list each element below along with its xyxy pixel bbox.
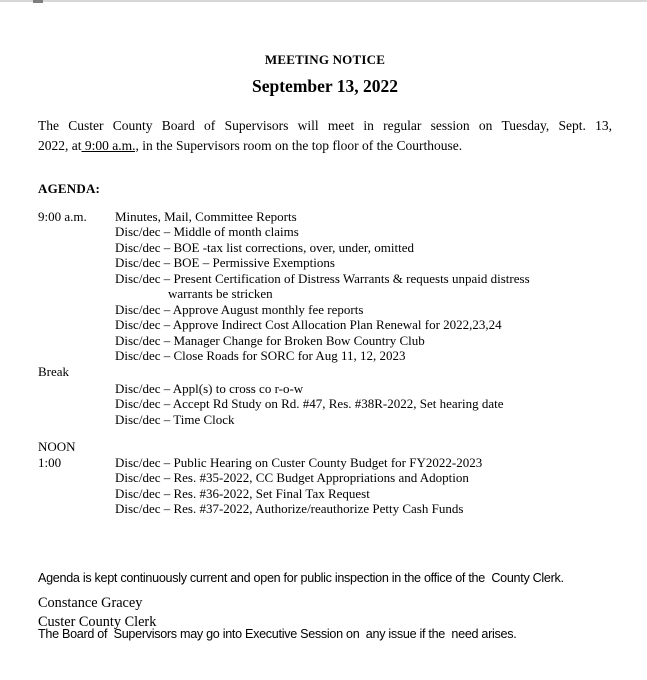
agenda-row xyxy=(38,302,638,317)
agenda-time-label: NOON xyxy=(38,439,76,455)
agenda-row xyxy=(38,271,638,286)
agenda-item-text xyxy=(115,439,638,454)
agenda-row xyxy=(38,240,638,255)
agenda-row xyxy=(38,286,638,301)
agenda-item-text: Disc/dec – BOE – Permissive Exemptions xyxy=(115,255,335,271)
window-edge-strip xyxy=(0,0,647,2)
agenda-time-label xyxy=(38,271,115,286)
agenda-row xyxy=(38,209,638,224)
meeting-time-underlined: 9:00 a.m., xyxy=(81,137,139,153)
agenda-gap xyxy=(38,427,638,439)
agenda-item-text: Disc/dec – Res. #37-2022, Authorize/reauthorize Petty Cash Funds xyxy=(115,501,464,517)
agenda-row xyxy=(38,501,638,516)
agenda-item-text: Disc/dec – Present Certification of Distress Warrants & requests unpaid distress xyxy=(115,270,530,286)
agenda-list xyxy=(38,209,638,517)
agenda-row xyxy=(38,348,638,363)
agenda-row xyxy=(38,396,638,411)
agenda-time-label xyxy=(38,381,115,396)
agenda-time-label xyxy=(38,317,115,332)
intro-line-2-post: in the Supervisors room on the top floor of the Courthouse. xyxy=(138,137,463,153)
agenda-row xyxy=(38,439,638,454)
agenda-item-text: Disc/dec – Close Roads for SORC for Aug 11, 12, 2023 xyxy=(115,348,406,364)
agenda-row xyxy=(38,381,638,396)
agenda-item-text: Disc/dec – Approve August monthly fee reports xyxy=(115,301,364,317)
agenda-time-label xyxy=(38,470,115,485)
window-edge-mark xyxy=(33,0,43,3)
intro-line-1: The Custer County Board of Supervisors will meet in regular session on Tuesday, Sept. 13, xyxy=(38,118,612,133)
agenda-row xyxy=(38,470,638,485)
agenda-time-label xyxy=(38,486,115,501)
intro-paragraph xyxy=(38,116,612,155)
agenda-time-label xyxy=(38,333,115,348)
agenda-item-text: Disc/dec – BOE -tax list corrections, over, under, omitted xyxy=(115,239,414,255)
agenda-item-text: Disc/dec – Manager Change for Broken Bow Country Club xyxy=(115,332,425,348)
agenda-item-text: Disc/dec – Res. #36-2022, Set Final Tax Request xyxy=(115,485,370,501)
agenda-row xyxy=(38,412,638,427)
agenda-row xyxy=(38,255,638,270)
agenda-heading: AGENDA: xyxy=(38,181,101,196)
agenda-item-text: Minutes, Mail, Committee Reports xyxy=(115,209,297,224)
agenda-time-label xyxy=(38,412,115,427)
signature-block xyxy=(38,594,156,631)
agenda-time-label xyxy=(38,255,115,270)
agenda-item-text: warrants be stricken xyxy=(168,286,273,302)
clerk-name: Constance Gracey xyxy=(38,595,143,611)
agenda-row xyxy=(38,333,638,348)
agenda-time-label: 9:00 a.m. xyxy=(38,209,87,224)
agenda-row xyxy=(38,317,638,332)
agenda-item-text: Disc/dec – Public Hearing on Custer County Budget for FY2022-2023 xyxy=(115,454,483,470)
agenda-item-text: Disc/dec – Approve Indirect Cost Allocation Plan Renewal for 2022,23,24 xyxy=(115,317,502,333)
agenda-item-text: Disc/dec – Appl(s) to cross co r-o-w xyxy=(115,380,304,396)
agenda-row xyxy=(38,486,638,501)
agenda-time-label xyxy=(38,240,115,255)
agenda-item-text: Disc/dec – Time Clock xyxy=(115,411,235,427)
agenda-row xyxy=(38,455,638,470)
agenda-time-label xyxy=(38,396,115,411)
agenda-time-label: Break xyxy=(38,363,70,379)
intro-line-2 xyxy=(38,136,612,156)
closing-line-2: The Board of Supervisors may go into Executive Session on any issue if the need arises. xyxy=(38,626,517,641)
agenda-time-label xyxy=(38,302,115,317)
agenda-item-text xyxy=(115,364,638,379)
intro-line-2-pre: 2022, at xyxy=(38,137,82,153)
agenda-time-label xyxy=(38,286,115,301)
agenda-item-text: Disc/dec – Res. #35-2022, CC Budget Appropriations and Adoption xyxy=(115,470,469,486)
clerk-title: Custer County Clerk xyxy=(38,613,157,630)
agenda-item-text: Disc/dec – Middle of month claims xyxy=(115,224,299,240)
agenda-item-text: Disc/dec – Accept Rd Study on Rd. #47, Res. #38R-2022, Set hearing date xyxy=(115,396,504,412)
notice-date: September 13, 2022 xyxy=(252,76,398,96)
notice-title: MEETING NOTICE xyxy=(264,52,386,67)
agenda-time-label xyxy=(38,501,115,516)
agenda-time-label xyxy=(38,348,115,363)
agenda-row xyxy=(38,224,638,239)
closing-line-1: Agenda is kept continuously current and open for public inspection in the office of the County Clerk. xyxy=(38,571,564,585)
agenda-time-label: 1:00 xyxy=(38,454,62,470)
agenda-time-label xyxy=(38,224,115,239)
agenda-row xyxy=(38,364,638,379)
